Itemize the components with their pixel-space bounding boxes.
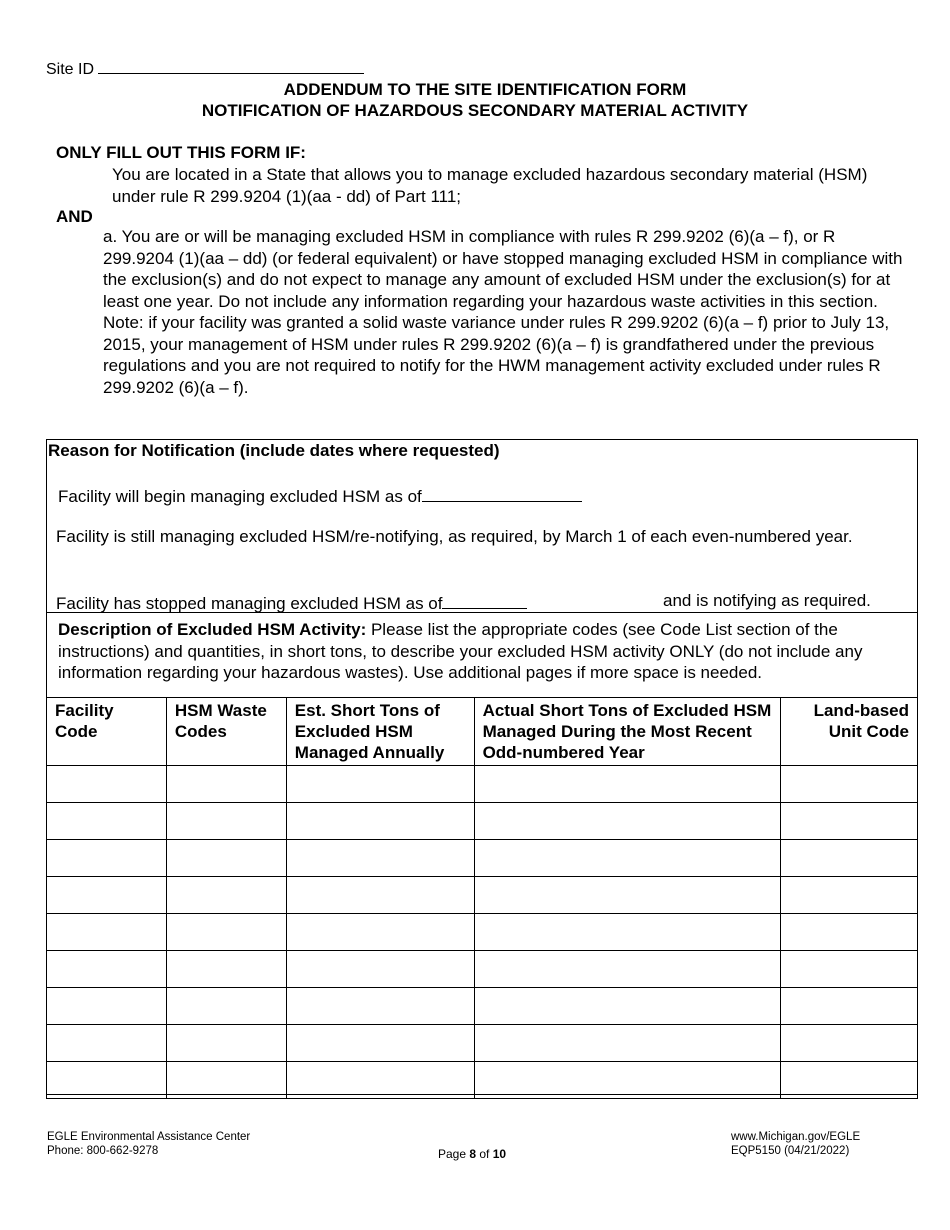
section-divider <box>46 612 918 613</box>
table-cell[interactable] <box>474 988 781 1025</box>
table-cell[interactable] <box>474 840 781 877</box>
table-row <box>47 766 918 803</box>
site-id-input[interactable] <box>98 57 364 74</box>
description-text: Please list the appropriate codes (see Code List section of the instructions) and quantities, in short tons, to describe your excluded HSM activity ONLY (do not include any information regarding your hazardous wastes). Use additional pages if more space is needed. <box>58 620 863 682</box>
table-cell[interactable] <box>781 766 918 803</box>
only-fill-heading: ONLY FILL OUT THIS FORM IF: <box>56 143 306 162</box>
table-cell[interactable] <box>781 1025 918 1062</box>
table-cell[interactable] <box>47 877 167 914</box>
table-row <box>47 951 918 988</box>
footer-form-code: EQP5150 (04/21/2022) <box>731 1145 850 1157</box>
footer-org: EGLE Environmental Assistance Center <box>47 1131 251 1143</box>
header-land-based-unit-code: Land-based Unit Code <box>781 698 918 766</box>
table-cell[interactable] <box>781 914 918 951</box>
page-total: 10 <box>492 1147 507 1161</box>
site-id-field <box>46 57 364 79</box>
condition-2-text: You are or will be managing excluded HSM in compliance with rules R 299.9202 (6)(a – f), or R 299.9204 (1)(aa – dd) (or federal equivalent) or have stopped managing excluded HSM in compliance with the exclusion(s) and do not expect to manage any amount of excluded HSM under the exclusion(s) for at least one year. Do not include any information regarding your hazardous waste activities in this section. Note: if your facility was granted a solid waste variance under rules R 299.9202 (6)(a – f) prior to July 13, 2015, your management of HSM under rules R 299.9202 (6)(a – f) is grandfathered under the previous regulations and you are not required to notify for the HWM management activity excluded under rules R 299.9202 (6)(a – f). <box>103 227 903 397</box>
table-cell[interactable] <box>286 766 474 803</box>
reason-option-stopped-suffix: and is notifying as required. <box>663 591 871 610</box>
table-row <box>47 840 918 877</box>
table-cell[interactable] <box>474 803 781 840</box>
table-cell[interactable] <box>474 766 781 803</box>
table-cell[interactable] <box>47 988 167 1025</box>
table-cell[interactable] <box>474 877 781 914</box>
table-cell[interactable] <box>286 840 474 877</box>
and-label: AND <box>56 207 93 226</box>
table-row <box>47 803 918 840</box>
description-label: Description of Excluded HSM Activity: <box>58 620 367 639</box>
page-of: of <box>476 1147 493 1161</box>
table-cell[interactable] <box>47 766 167 803</box>
table-cell[interactable] <box>166 766 286 803</box>
table-cell[interactable] <box>166 1025 286 1062</box>
hsm-activity-table <box>46 697 918 1099</box>
table-cell[interactable] <box>781 840 918 877</box>
footer-url: www.Michigan.gov/EGLE <box>731 1131 861 1143</box>
header-actual-short-tons: Actual Short Tons of Excluded HSM Managed During the Most Recent Odd-numbered Year <box>474 698 781 766</box>
table-cell[interactable] <box>474 914 781 951</box>
table-cell[interactable] <box>47 803 167 840</box>
table-cell[interactable] <box>474 1062 781 1099</box>
header-est-short-tons: Est. Short Tons of Excluded HSM Managed Annually <box>286 698 474 766</box>
table-cell[interactable] <box>781 951 918 988</box>
stopped-date-input[interactable] <box>442 591 527 609</box>
table-cell[interactable] <box>286 1062 474 1099</box>
table-cell[interactable] <box>47 840 167 877</box>
reason-option-still-managing: Facility is still managing excluded HSM/re-notifying, as required, by March 1 of each even-numbered year. <box>56 527 853 546</box>
table-row <box>47 988 918 1025</box>
table-cell[interactable] <box>781 803 918 840</box>
table-cell[interactable] <box>166 914 286 951</box>
table-cell[interactable] <box>47 914 167 951</box>
begin-date-input[interactable] <box>422 484 582 502</box>
reason-option-begin <box>58 484 582 507</box>
table-cell[interactable] <box>286 914 474 951</box>
form-title-line2: NOTIFICATION OF HAZARDOUS SECONDARY MATERIAL ACTIVITY <box>201 101 749 120</box>
reason-option-stopped <box>56 591 527 614</box>
table-cell[interactable] <box>166 988 286 1025</box>
table-row <box>47 877 918 914</box>
header-hsm-waste-codes: HSM Waste Codes <box>166 698 286 766</box>
table-cell[interactable] <box>166 951 286 988</box>
page-current: 8 <box>469 1147 477 1161</box>
page-number <box>438 1147 506 1161</box>
table-cell[interactable] <box>781 1062 918 1099</box>
footer-left <box>47 1130 250 1158</box>
site-id-label: Site ID <box>46 61 95 78</box>
table-cell[interactable] <box>474 1025 781 1062</box>
table-cell[interactable] <box>166 803 286 840</box>
reason-option-stopped-label: Facility has stopped managing excluded HSM as of <box>56 594 443 613</box>
table-cell[interactable] <box>286 803 474 840</box>
table-row <box>47 1062 918 1099</box>
table-cell[interactable] <box>286 1025 474 1062</box>
table-cell[interactable] <box>166 1062 286 1099</box>
table-header-row <box>47 698 918 766</box>
header-facility-code: Facility Code <box>47 698 167 766</box>
footer-right <box>731 1130 860 1158</box>
form-title-line1: ADDENDUM TO THE SITE IDENTIFICATION FORM <box>283 80 687 99</box>
condition-2-marker: a. <box>103 227 118 246</box>
page-prefix: Page <box>438 1147 470 1161</box>
table-cell[interactable] <box>47 1025 167 1062</box>
table-cell[interactable] <box>474 951 781 988</box>
table-row <box>47 914 918 951</box>
table-cell[interactable] <box>781 988 918 1025</box>
condition-1-text: You are located in a State that allows you to manage excluded hazardous secondary material (HSM) under rule R 299.9204 (1)(aa - dd) of Part 111; <box>112 165 868 206</box>
reason-option-begin-label: Facility will begin managing excluded HSM as of <box>58 487 422 506</box>
description-paragraph <box>58 619 916 684</box>
table-cell[interactable] <box>286 951 474 988</box>
reason-title: Reason for Notification (include dates where requested) <box>48 441 500 460</box>
table-cell[interactable] <box>286 988 474 1025</box>
table-cell[interactable] <box>166 877 286 914</box>
table-cell[interactable] <box>47 951 167 988</box>
table-cell[interactable] <box>781 877 918 914</box>
condition-2 <box>103 226 903 398</box>
footer-phone: Phone: 800-662-9278 <box>47 1145 159 1157</box>
table-row <box>47 1025 918 1062</box>
table-cell[interactable] <box>286 877 474 914</box>
table-cell[interactable] <box>47 1062 167 1099</box>
table-cell[interactable] <box>166 840 286 877</box>
